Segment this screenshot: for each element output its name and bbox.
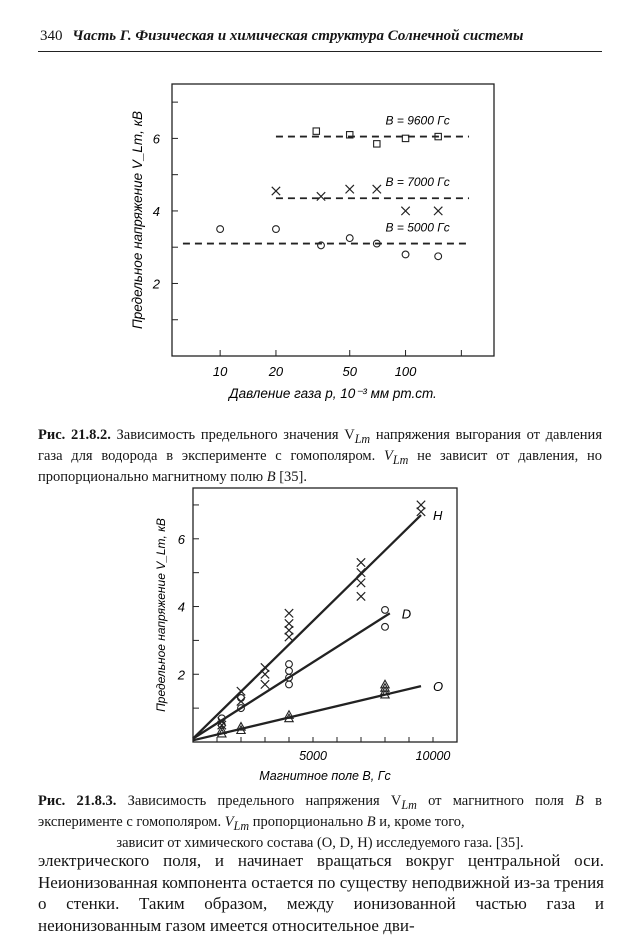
data-point-D [286,667,293,674]
y-axis-title: Предельное напряжение V_Lm, кВ [130,111,145,329]
data-point-x [272,187,280,195]
data-point-D [382,623,389,630]
data-point-circle [273,226,280,233]
figure-field-chart [0,480,627,790]
data-point-H [285,609,293,617]
data-point-x [373,185,381,193]
data-point-D [238,695,245,702]
fit-line-H [193,515,421,739]
data-point-H [261,663,269,671]
series-label: B = 9600 Гс [385,113,450,128]
data-point-H [417,508,425,516]
x-tick-label: 20 [268,364,284,379]
data-point-x [434,207,442,215]
y-tick-label: 4 [152,203,160,219]
data-point-H [285,633,293,641]
series-label: D [401,606,412,622]
running-header [40,28,600,50]
page-number: 340 [40,28,63,44]
data-point-H [357,558,365,566]
data-point-circle [217,226,224,233]
data-point-D [286,661,293,668]
data-point-H [417,501,425,509]
data-point-H [357,579,365,587]
data-point-D [286,681,293,688]
x-tick-label: 50 [342,364,357,379]
data-point-H [357,592,365,600]
x-axis-title: Магнитное поле B, Гс [259,769,391,783]
x-tick-label: 10 [212,364,228,379]
caption-label: Рис. 21.8.2. [38,427,111,443]
data-point-square [374,141,380,147]
figure-1-caption: Рис. 21.8.2. Зависимость предельного значения $V_{Lm}$ напряжения выгорания от давления газа для водорода в эксперименте с гомополяром. $V_{Lm}$ не зависит от давления, но пропорционально магнитному полю B [35]. [38,427,602,485]
data-point-square [402,135,408,141]
data-point-circle [402,251,409,258]
data-point-D [382,607,389,614]
figure-2-caption: Рис. 21.8.3. Зависимость предельного напряжения $V_{Lm}$ от магнитного поля B в эксперименте с гомополяром. $V_{Lm}$ пропорционально B и, кроме того, зависит от химического состава (O, D, H) исследуемого газа. [35]. [38,793,602,851]
series-label: O [433,679,444,695]
caption-label: Рис. 21.8.3. [38,793,117,809]
data-point-x [401,207,409,215]
y-tick-label: 6 [177,531,185,547]
series-label: B = 7000 Гс [385,175,450,190]
plot-frame [193,488,457,742]
series-label: H [433,508,443,524]
data-point-H [285,626,293,634]
x-tick-label: 5000 [299,749,327,763]
x-tick-label: 10000 [415,749,451,763]
x-axis-title: Давление газа p, 10⁻³ мм рт.ст. [229,386,437,401]
data-point-x [346,185,354,193]
y-tick-label: 2 [177,667,185,683]
data-point-H [261,670,269,678]
data-point-H [285,619,293,627]
data-point-H [357,568,365,576]
body-paragraph: электрического поля, и начинает вращаться вокруг центральной оси. Неионизованная компонента остается по существу неподвижной из-за трения о стенки. Таким образом, между ионизованной частью газа и неионизованным газом имеется относительное дви- [38,851,604,935]
data-point-circle [435,253,442,260]
x-tick-label: 100 [394,364,417,379]
running-title: Часть Г. Физическая и химическая структура Солнечной системы [72,28,524,44]
data-point-circle [346,235,353,242]
header-rule [38,51,602,52]
data-point-square [313,128,319,134]
figure-pressure-chart [0,60,627,420]
data-point-x [317,192,325,200]
y-tick-label: 2 [152,276,160,292]
y-tick-label: 4 [177,599,185,615]
series-label: B = 5000 Гс [385,220,450,235]
y-tick-label: 6 [152,131,160,147]
data-point-H [261,680,269,688]
y-axis-title: Предельное напряжение V_Lm, кВ [154,518,168,712]
